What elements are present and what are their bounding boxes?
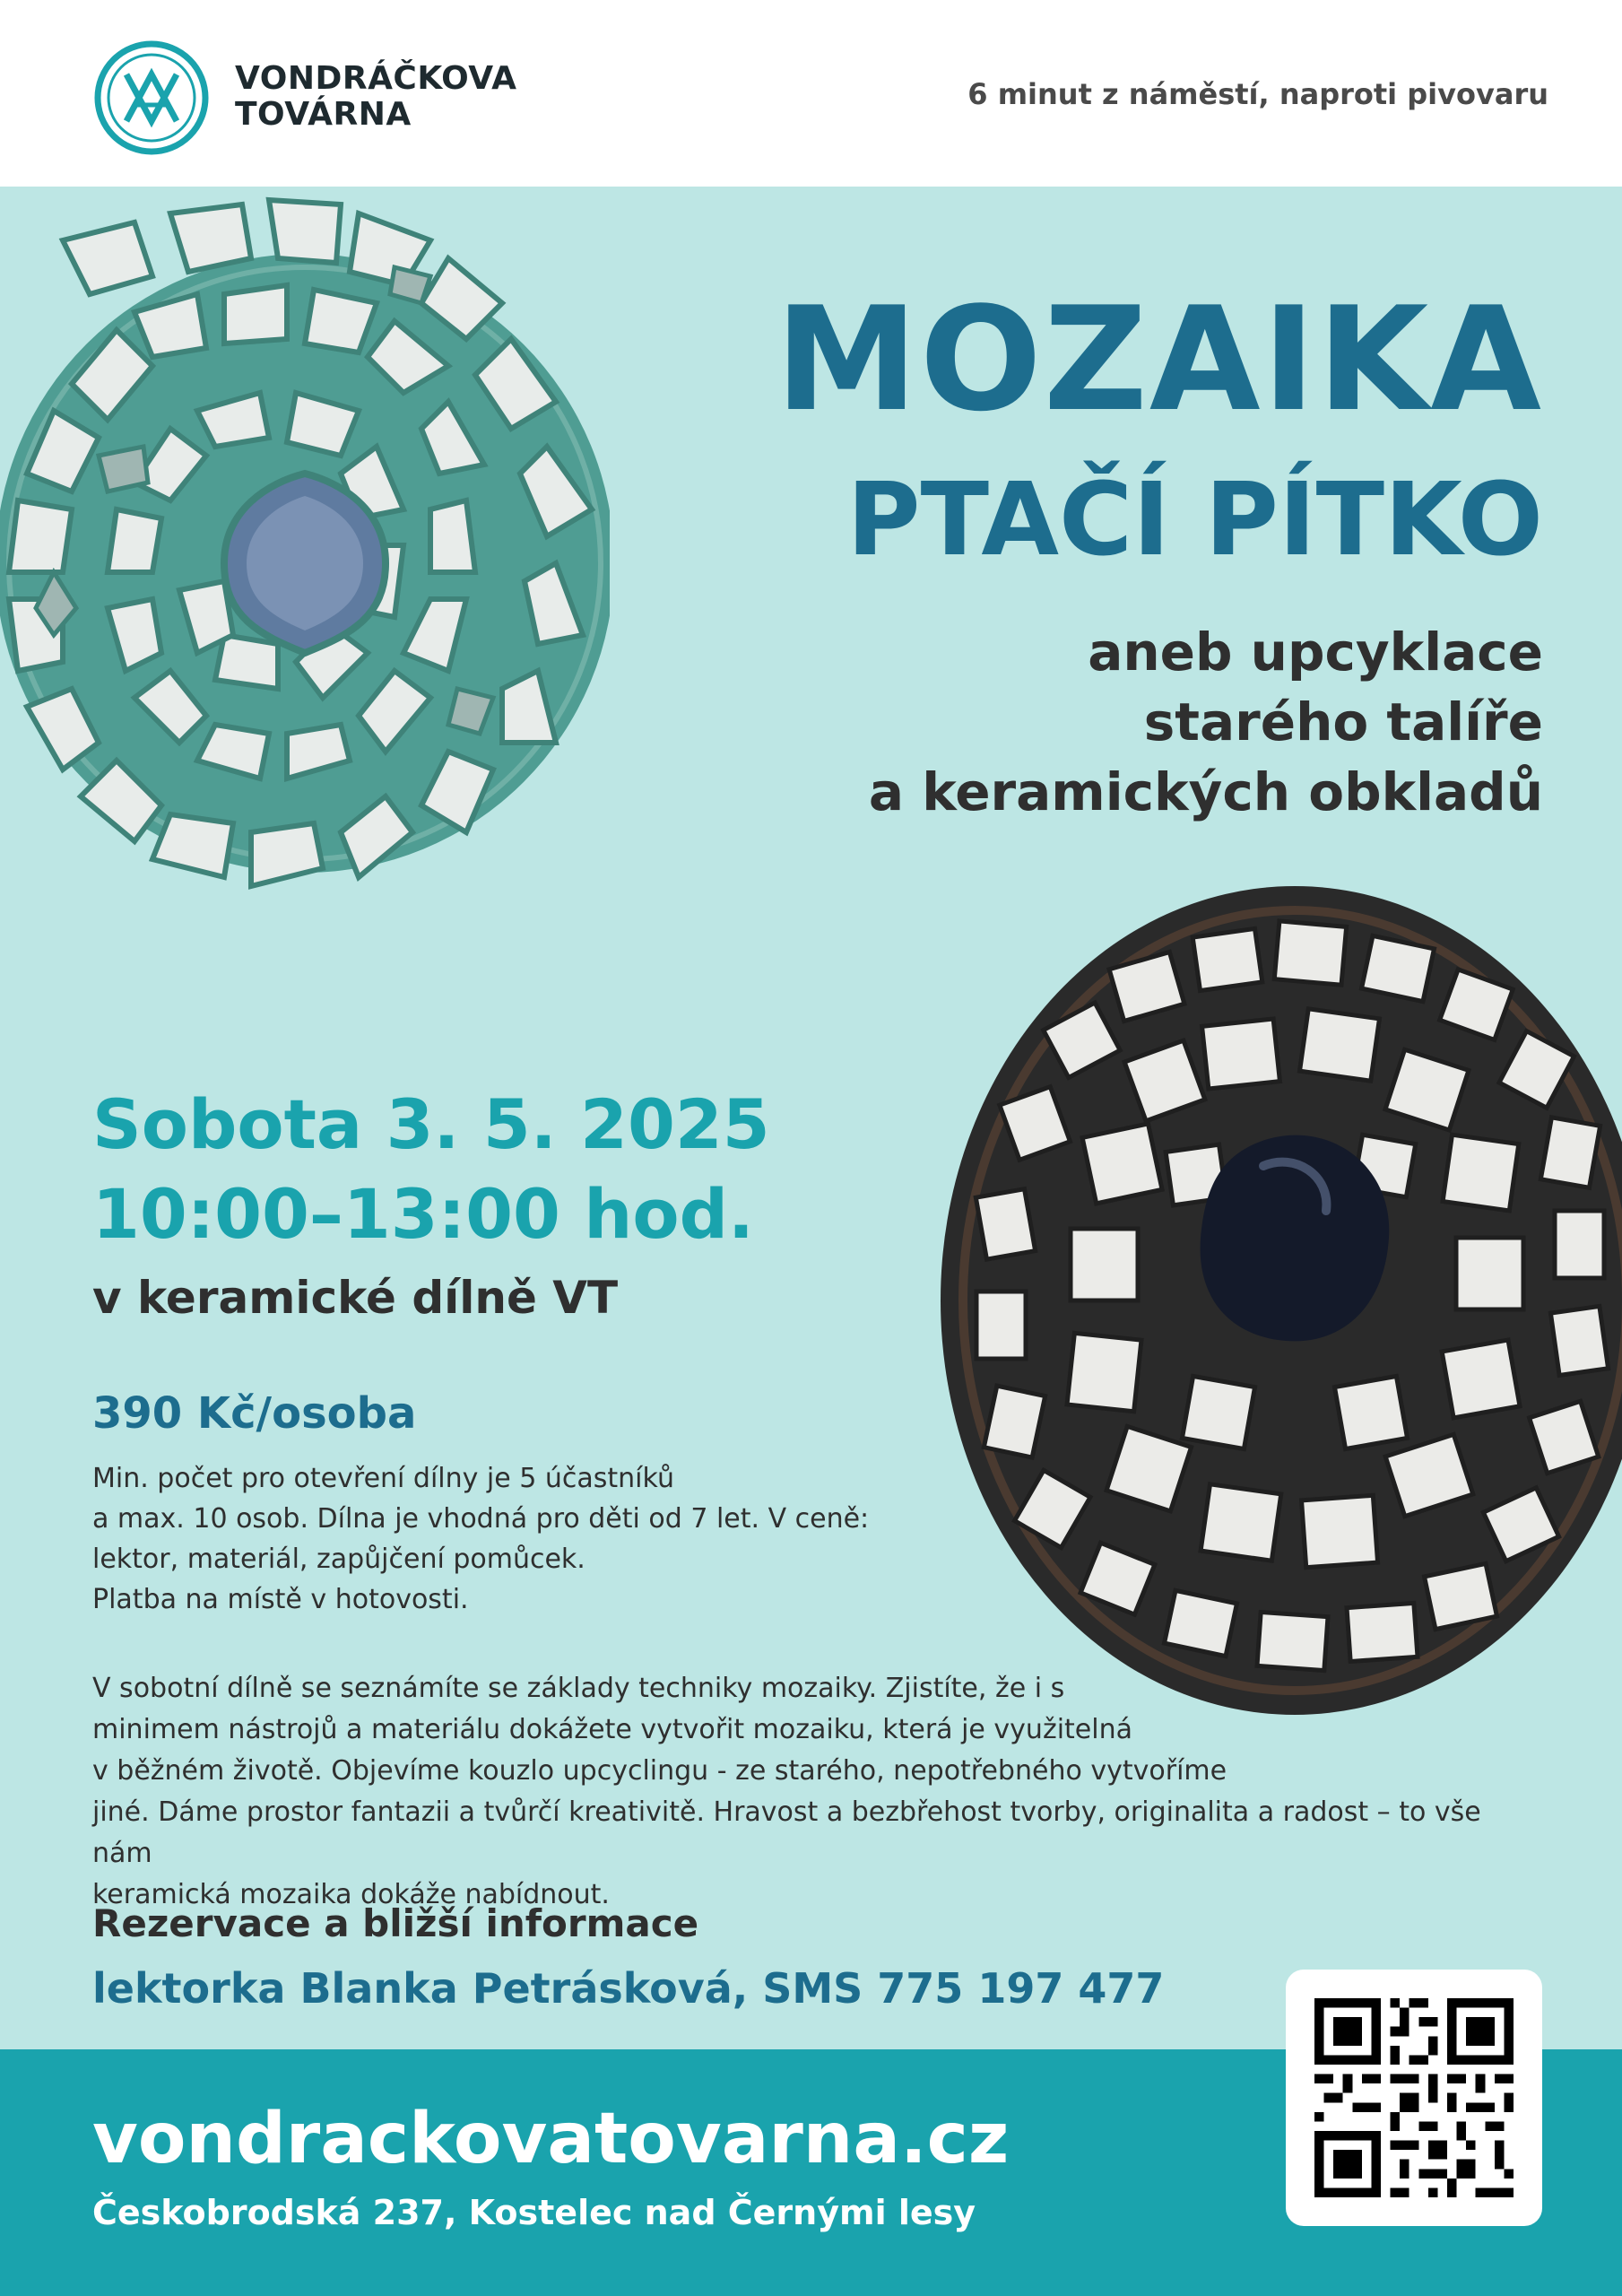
header [0, 0, 1622, 187]
mosaic-plate-teal-image [0, 187, 610, 1030]
brand-line-2: TOVÁRNA [235, 96, 412, 133]
poster-body [0, 187, 1622, 2049]
description-line: keramická mozaika dokáže nabídnout. [92, 1879, 610, 1910]
event-subtitle: PTAČÍ PÍTKO [846, 462, 1543, 578]
description-line: v běžném životě. Objevíme kouzlo upcyclingu - ze starého, nepotřebného vytvoříme [92, 1755, 1227, 1787]
conditions [92, 1458, 989, 1620]
description-line: minimem nástrojů a materiálu dokážete vytvořit mozaiku, která je využitelná [92, 1714, 1132, 1745]
va-monogram-icon [92, 39, 211, 157]
qr-code-icon[interactable] [1314, 1998, 1514, 2197]
event-place: v keramické dílně VT [92, 1272, 619, 1324]
conditions-line: lektor, materiál, zapůjčení pomůcek. [92, 1544, 585, 1575]
reservation-label: Rezervace a bližší informace [92, 1901, 699, 1945]
conditions-line: Min. počet pro otevření dílny je 5 účastníků [92, 1463, 674, 1494]
website-link[interactable]: vondrackovatovarna.cz [92, 2099, 1010, 2179]
event-date: Sobota 3. 5. 2025 [92, 1084, 770, 1164]
location-tagline: 6 minut z náměstí, naproti pivovaru [967, 77, 1548, 111]
description-line: V sobotní dílně se seznámíte se základy techniky mozaiky. Zjistíte, že i s [92, 1673, 1065, 1704]
mosaic-plate-dark-image [927, 879, 1622, 1722]
event-title: MOZAIKA [775, 275, 1543, 443]
conditions-line: a max. 10 osob. Dílna je vhodná pro děti od 7 let. V ceně: [92, 1503, 870, 1535]
qr-code-panel [1286, 1970, 1542, 2226]
tagline-line: starého talíře [1143, 691, 1543, 752]
brand-line-1: VONDRÁČKOVA [235, 60, 517, 97]
conditions-line: Platba na místě v hotovosti. [92, 1584, 469, 1615]
description [92, 1668, 1545, 1916]
tagline-line: a keramických obkladů [868, 761, 1543, 822]
tagline-line: aneb upcyklace [1088, 622, 1543, 683]
reservation-contact: lektorka Blanka Petrásková, SMS 775 197 477 [92, 1964, 1165, 2013]
event-tagline [736, 617, 1543, 827]
description-line: jiné. Dáme prostor fantazii a tvůrčí kreativitě. Hravost a bezbřehost tvorby, originalita a radost – to vše nám [92, 1796, 1481, 1869]
address: Českobrodská 237, Kostelec nad Černými lesy [92, 2193, 976, 2232]
event-time: 10:00–13:00 hod. [92, 1174, 754, 1254]
event-price: 390 Kč/osoba [92, 1388, 417, 1439]
brand-name [235, 61, 517, 133]
